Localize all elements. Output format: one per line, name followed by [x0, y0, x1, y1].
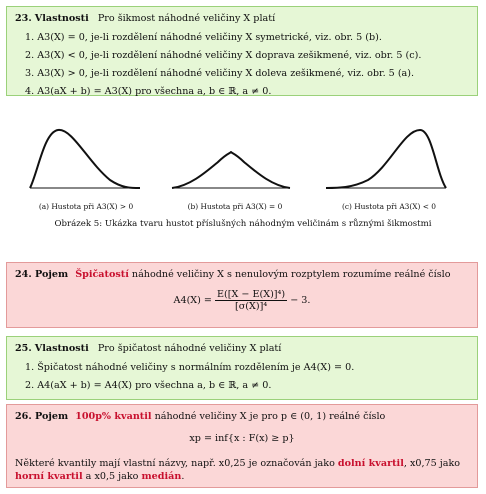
list-item: 1. Špičatost náhodné veličiny s normálním rozdělením je A4(X) = 0. [25, 362, 355, 373]
definition-text: náhodné veličiny X je pro p ∈ (0, 1) reálné číslo [154, 411, 386, 422]
box-number: 24. Pojem [15, 269, 69, 280]
term: 100p% kvantil [75, 411, 152, 422]
properties-box-skewness [6, 6, 478, 96]
figure-caption: Obrázek 5: Ukázka tvaru hustot příslušných náhodným veličinám s různými šikmostmi [54, 219, 432, 229]
list-item: 4. A3(aX + b) = A3(X) pro všechna a, b ∈ ℝ, a ≠ 0. [25, 86, 272, 97]
properties-box-kurtosis [6, 336, 478, 400]
definition-box-kurtosis [6, 262, 478, 328]
box-number: 26. Pojem [15, 411, 69, 422]
note-text: , x0,75 jako [403, 458, 461, 469]
term-median: medián [141, 471, 182, 482]
box-header [15, 269, 451, 280]
box-header [15, 13, 275, 24]
list-item: 2. A3(X) < 0, je-li rozdělení náhodné veličiny X doprava zešikmené, viz. obr. 5 (c). [25, 50, 422, 61]
formula-lhs: A4(X) = [173, 295, 212, 306]
term-upper-quartile: horní kvartil [15, 471, 83, 482]
note-text: . [181, 471, 185, 482]
density-curve-negative-skew [326, 130, 446, 188]
subcaption-a: (a) Hustota při A3(X) > 0 [38, 202, 134, 211]
term: Špičatostí [75, 269, 129, 280]
definition-text: náhodné veličiny X s nenulovým rozptylem rozumíme reálné číslo [131, 269, 451, 280]
subcaption-c: (c) Hustota při A3(X) < 0 [341, 202, 437, 211]
list-item: 2. A4(aX + b) = A4(X) pro všechna a, b ∈ ℝ, a ≠ 0. [25, 380, 272, 391]
kurtosis-formula [7, 289, 477, 312]
box-intro: Pro šikmost náhodné veličiny X platí [97, 13, 276, 24]
term-lower-quartile: dolní kvartil [337, 458, 404, 469]
box-label: Vlastnosti [34, 13, 89, 24]
fraction-denominator: [σ(X)]⁴ [234, 301, 268, 312]
box-label: Vlastnosti [34, 343, 89, 354]
box-intro: Pro špičatost náhodné veličiny X platí [97, 343, 282, 354]
quantile-note [15, 457, 471, 483]
box-header [15, 343, 281, 354]
density-curve-positive-skew [30, 130, 140, 188]
box-number: 25. [15, 343, 32, 354]
quantile-formula: xp = inf{x : F(x) ≥ p} [189, 433, 295, 444]
definition-box-quantile [6, 404, 478, 488]
subcaption-b: (b) Hustota při A3(X) = 0 [187, 202, 283, 211]
list-item: 1. A3(X) = 0, je-li rozdělení náhodné veličiny X symetrické, viz. obr. 5 (b). [25, 32, 382, 43]
box-number: 23. [15, 13, 32, 24]
density-curve-symmetric [172, 152, 290, 188]
formula-rhs: − 3. [290, 295, 311, 306]
box-header [15, 411, 385, 422]
fraction-numerator: E([X − E(X)]⁴) [217, 289, 286, 300]
formula-fraction [215, 289, 287, 312]
note-text: Některé kvantily mají vlastní názvy, např. x0,25 je označován jako [15, 458, 335, 469]
note-text: a x0,5 jako [85, 471, 139, 482]
list-item: 3. A3(X) > 0, je-li rozdělení náhodné veličiny X doleva zešikmené, viz. obr. 5 (a). [25, 68, 415, 79]
